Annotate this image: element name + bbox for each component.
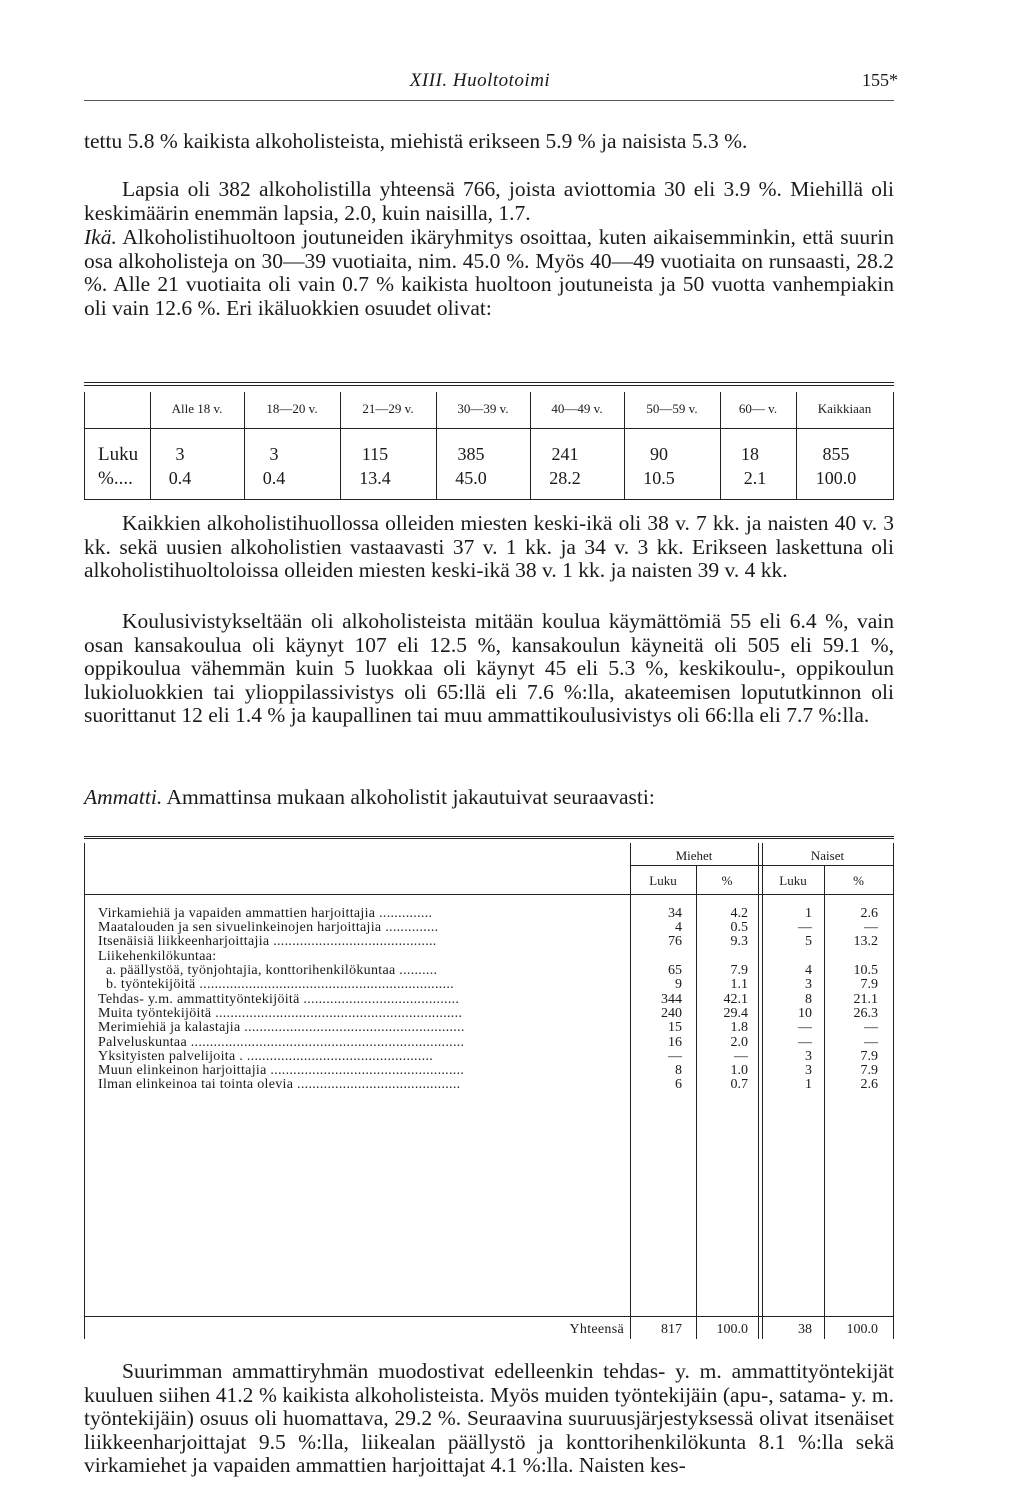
age-percent-cell: 10.5 [643,468,675,488]
group-divider [758,843,759,1339]
women-percent-cell: — [864,920,878,936]
age-percent-cell: 0.4 [168,468,192,488]
men-count-cell: 15 [668,1020,682,1036]
age-header-cell: 60— v. [738,401,778,416]
table-right-border [893,392,894,500]
women-count-cell: 8 [805,991,812,1007]
men-percent-cell: 2.0 [730,1034,748,1050]
women-percent-cell: — [864,1020,878,1036]
paragraph-6-text: Ammattinsa mukaan alkoholistit jakautuivat seuraavasti: [166,785,655,809]
age-percent-cell: 45.0 [455,468,487,488]
men-percent-cell: 1.0 [730,1063,748,1079]
paragraph-7: Suurimman ammattiryhmän muodostivat edelleenkin tehdas- y. m. ammattityöntekijät kuuluen siihen 41.2 % kaikista alkoholisteista. Myös muiden työntekijäin (apu-, satama- y. m. työntekijäin) osuus oli huomattava, 29.2 %. Seuraavina suuruusjärjestyksessä olivat itsenäiset liikkeenharjoittajat 9.5 %:lla, liikealan päällystö ja konttorihenkilökunta 8.1 %:lla sekä virkamiehet ja vapaiden ammattien harjoittajat 4.1 %:lla. Naisten kes- [84,1359,894,1478]
table-bottom-rule [84,499,894,500]
age-percent-cell: 28.2 [549,468,581,488]
men-count-cell: 6 [675,1077,682,1093]
men-percent-cell: 42.1 [723,991,748,1007]
men-count-cell: — [668,1048,682,1064]
women-count-cell: — [798,920,812,936]
age-count-cell: 18 [741,444,759,464]
women-count-cell: — [798,1034,812,1050]
group-divider-double [762,843,763,1339]
table-right-border [893,843,894,1339]
occupation-table [84,836,894,1348]
age-count-cell: 3 [175,444,185,464]
age-count-cell: 90 [650,444,668,464]
table-row-label: Muun elinkeinon harjoittajia ................................................... [98,1063,465,1079]
paragraph-6 [84,786,894,810]
women-percent-cell: 2.6 [860,905,878,921]
men-count-cell: 4 [675,920,682,936]
women-count-cell: 1 [805,1077,812,1093]
table-row-label: Yksityisten palvelijoita . ................................................. [98,1048,434,1064]
women-count-cell: — [798,1020,812,1036]
women-percent-cell: 7.9 [860,977,878,993]
men-percent-cell: 4.2 [730,905,748,921]
paragraph-1: tettu 5.8 % kaikista alkoholisteista, miehistä erikseen 5.9 % ja naisista 5.3 %. [84,129,748,153]
women-percent-cell: 26.3 [853,1005,878,1021]
section-lead-ammatti: Ammatti. [84,785,163,809]
men-percent-cell: 0.7 [730,1077,748,1093]
men-count-cell: 16 [668,1034,682,1050]
men-count-cell: 34 [668,905,682,921]
table-row-label: Maatalouden ja sen sivuelinkeinojen harjoittajia .............. [98,920,439,936]
paragraph-3-text: Alkoholistihuoltoon joutuneiden ikäryhmitys osoittaa, kuten aikaisemminkin, että suurin osa alkoholisteja on 30—39 vuotiaita, nim. 45.0 %. Myös 40—49 vuotiaita on runsaasti, 28.2 %. Alle 21 vuotiaita oli vain 0.7 % kaikista huoltoon joutuneista ja 50 vuotta vanhempiakin oli vain 12.6 %. Eri ikäluokkien osuudet olivat: [84,225,894,320]
men-count-cell: 344 [661,991,682,1007]
age-distribution-table [84,382,894,500]
total-women-count: 38 [798,1322,812,1338]
age-count-cell: 385 [457,444,485,464]
men-count-cell: 9 [675,977,682,993]
table-row-label: Merimiehiä ja kalastajia .......................................................... [98,1020,465,1036]
sub-header-cell: Luku [779,873,807,889]
paragraph-4: Kaikkien alkoholistihuollossa olleiden miesten keski-ikä oli 38 v. 7 kk. ja naisten 40 v. 3 kk. sekä uusien alkoholistien vastaavasti 37 v. 1 kk. ja 34 v. 3 kk. Erikseen laskettuna oli alkoholistihuoltoloissa olleiden miesten keski-ikä 38 v. 1 kk. ja naisten 39 v. 4 kk. [84,511,894,583]
women-percent-cell: 21.1 [853,991,878,1007]
table-left-border [84,843,85,1339]
men-percent-cell: 9.3 [730,934,748,950]
total-row-rule [84,1316,894,1317]
men-percent-cell: 0.5 [730,920,748,936]
table-row-label: a. päällystöä, työnjohtajia, konttorihenkilökuntaa .......... [106,962,438,978]
age-count-cell: 855 [822,444,850,464]
men-percent-cell: 29.4 [723,1005,748,1021]
age-count-cell: 241 [551,444,579,464]
men-percent-cell: 7.9 [730,962,748,978]
age-header-cell: Alle 18 v. [171,401,223,416]
table-top-rule-double [84,385,894,386]
table-left-border [84,392,85,500]
column-divider [696,866,697,1339]
women-percent-cell: 2.6 [860,1077,878,1093]
row-label-luku: Luku [98,444,139,465]
age-percent-cell: 2.1 [743,468,767,488]
total-label: Yhteensä [569,1322,624,1338]
paragraph-3 [84,226,894,320]
row-label-percent: %.... [98,468,133,489]
sub-header-cell: Luku [649,873,677,889]
column-divider [824,866,825,1339]
men-count-cell: 65 [668,962,682,978]
column-divider [630,843,631,1339]
running-header-title: XIII. Huoltotoimi [409,70,551,91]
table-row-label: Virkamiehiä ja vapaiden ammattien harjoittajia .............. [98,905,433,921]
paragraph-2: Lapsia oli 382 alkoholistilla yhteensä 766, joista aviottomia 30 eli 3.9 %. Miehillä oli keskimäärin enemmän lapsia, 2.0, kuin naisilla, 1.7. [84,177,894,225]
age-header-cell: 18—20 v. [266,401,318,416]
age-header-cell: 21—29 v. [362,401,414,416]
table-row-label: Ilman elinkeinoa tai tointa olevia ........................................... [98,1077,461,1093]
women-percent-cell: 10.5 [853,962,878,978]
age-percent-cell: 100.0 [815,468,857,488]
men-count-cell: 240 [661,1005,682,1021]
age-header-cell: 30—39 v. [457,401,509,416]
women-count-cell: 4 [805,962,812,978]
women-count-cell: 10 [798,1005,812,1021]
section-lead-ika: Ikä. [84,225,117,249]
header-rule [84,100,894,101]
group-header-women: Naiset [810,847,845,863]
table-header-rule [84,428,894,429]
table-top-rule [84,382,894,383]
sub-header-cell: % [853,873,864,889]
women-percent-cell: 7.9 [860,1048,878,1064]
total-women-percent: 100.0 [846,1322,878,1338]
age-header-cell: 50—59 v. [646,401,698,416]
table-top-rule-double [84,838,894,839]
women-count-cell: 1 [805,905,812,921]
age-percent-cell: 13.4 [359,468,391,488]
women-count-cell: 3 [805,977,812,993]
age-count-cell: 3 [269,444,279,464]
men-count-cell: 8 [675,1063,682,1079]
table-row-label: Tehdas- y.m. ammattityöntekijöitä ......................................... [98,991,460,1007]
sub-header-cell: % [721,873,733,889]
page-number: 155* [862,70,898,90]
paragraph-5: Koulusivistykseltään oli alkoholisteista mitään koulua käymättömiä 55 eli 6.4 %, vain osan kansakoulua oli käynyt 107 eli 12.5 %, kansakoulun käyneitä oli 505 eli 59.1 %, oppikoulua vähemmän kuin 5 luokkaa oli käynyt 45 eli 5.3 %, keskikoulu-, oppikoulun lukioluokkien tai ylioppilassivistys oli 65:llä eli 7.6 %:lla, akateemisen lopututkinnon oli suorittanut 12 eli 1.4 % ja kaupallinen tai muu ammattikoulusivistys oli 66:lla eli 7.7 %:lla. [84,609,894,728]
age-header-cell: Kaikkiaan [817,401,872,416]
table-header-rule [84,894,894,895]
women-percent-cell: — [864,1034,878,1050]
table-row-label: Palveluskuntaa ........................................................................ [98,1034,465,1050]
table-top-rule [84,836,894,837]
table-row-label: Liikehenkilökuntaa: [98,948,217,964]
age-percent-cell: 0.4 [262,468,286,488]
men-count-cell: 76 [668,934,682,950]
table-row-label: Itsenäisiä liikkeenharjoittajia ........................................... [98,934,437,950]
age-count-cell: 115 [361,444,389,464]
men-percent-cell: — [734,1048,748,1064]
age-header-cell: 40—49 v. [551,401,603,416]
total-men-count: 817 [661,1322,682,1338]
men-percent-cell: 1.8 [730,1020,748,1036]
women-count-cell: 3 [805,1048,812,1064]
table-row-label: Muita työntekijöitä ................................................................. [98,1005,463,1021]
total-men-percent: 100.0 [716,1322,748,1338]
women-count-cell: 5 [805,934,812,950]
women-percent-cell: 13.2 [853,934,878,950]
group-header-men: Miehet [675,847,713,863]
women-percent-cell: 7.9 [860,1063,878,1079]
table-row-label: b. työntekijöitä ................................................................... [106,977,454,993]
women-count-cell: 3 [805,1063,812,1079]
men-percent-cell: 1.1 [730,977,748,993]
